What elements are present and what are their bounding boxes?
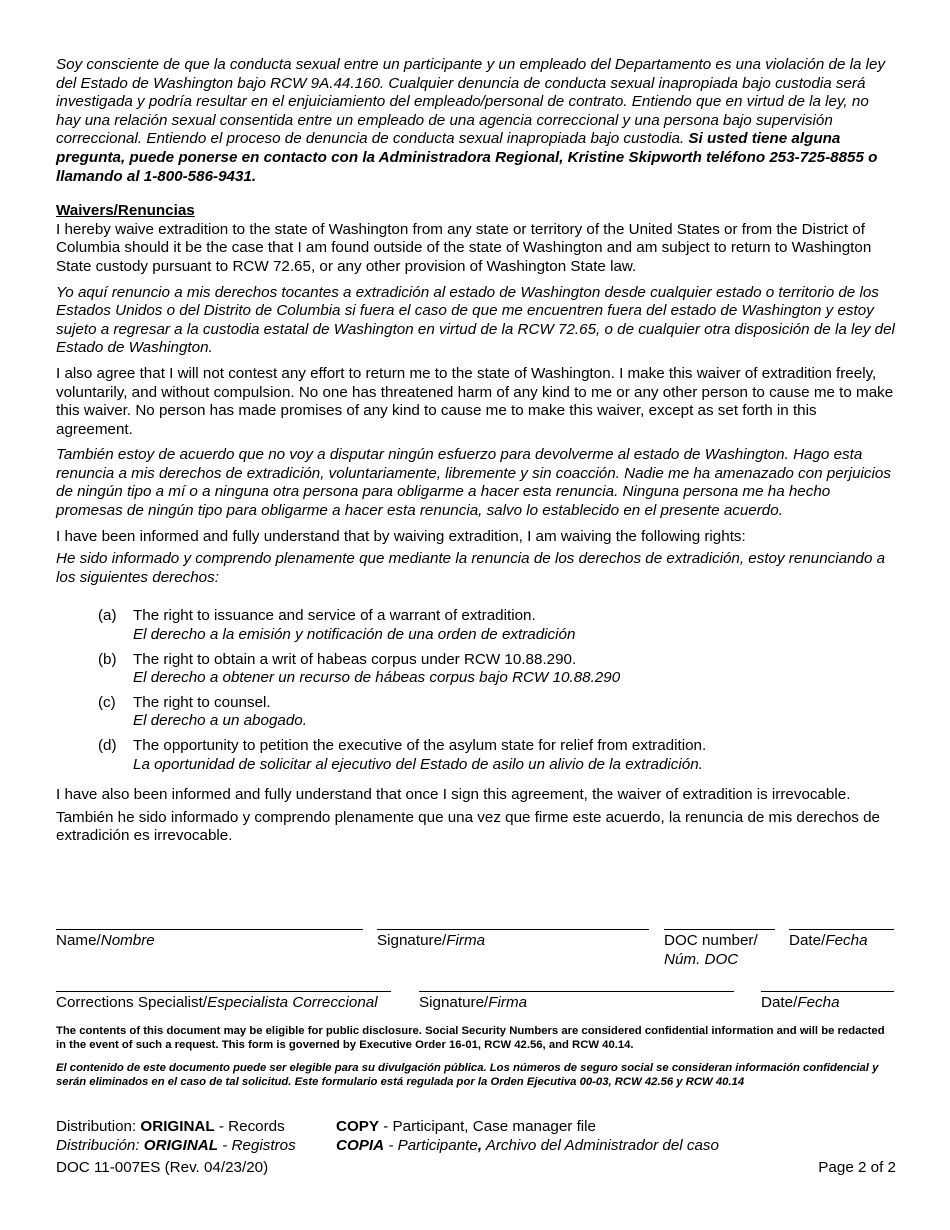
signature-label-es: Firma (446, 932, 486, 949)
page-footer (56, 1159, 896, 1178)
form-id: DOC 11-007ES (Rev. 04/23/20) (56, 1159, 269, 1176)
list-item-en: The right to issuance and service of a warrant of extradition. (133, 607, 536, 625)
copy-en: COPY - Participant, Case manager file (336, 1118, 596, 1135)
document-body (56, 56, 896, 846)
rights-list (98, 607, 896, 774)
date-label-es: Fecha (825, 932, 868, 949)
irrevocable-paragraph-es: También he sido informado y comprendo plenamente que una vez que firme este acuerdo, la renuncia de mis derechos de extradición es irrevocable. (56, 808, 880, 845)
name-label: Name/ (56, 932, 101, 949)
list-item-es: La oportunidad de solicitar al ejecutivo del Estado de asilo un alivio de la extradición. (133, 755, 703, 773)
waiver-paragraph-en-1: I hereby waive extradition to the state of Washington from any state or territory of the United States or from the District of Columbia should it be the case that I am found outside of the state of Washington and am subject to return to Washington State custody pursuant to RCW 72.65, or any other provision of Washington State law. (56, 220, 872, 275)
list-item (98, 737, 896, 774)
list-item (98, 607, 896, 644)
list-item-en: The right to obtain a writ of habeas corpus under RCW 10.88.290. (133, 650, 577, 668)
list-item-es: El derecho a obtener un recurso de hábeas corpus bajo RCW 10.88.290 (133, 669, 621, 687)
specialist-label: Corrections Specialist/ (56, 994, 208, 1011)
disclosure-block (56, 1025, 896, 1089)
corrections-specialist-field[interactable] (56, 991, 391, 1013)
specialist-signature-row (56, 991, 896, 1015)
specialist-label-es: Especialista Correccional (207, 994, 378, 1011)
list-item (98, 651, 896, 688)
waiver-paragraph-es-3: He sido informado y comprendo plenamente que mediante la renuncia de los derechos de extradición, estoy renunciando a los siguientes derechos: (56, 550, 886, 586)
list-item-en: The right to counsel. (133, 693, 271, 711)
waiver-paragraph-es-1: Yo aquí renuncio a mis derechos tocantes a extradición al estado de Washington desde cualquier estado o territorio de los Estados Unidos o del Distrito de Columbia si fuera el caso de que me encuentren fuera del estado de Washington y estoy sujeto a regresar a la custodia estatal de Washington en virtud de la RCW 72.65, o de cualquier otra disposición de la ley del Estado de Washington. (56, 283, 895, 357)
list-item-es: El derecho a la emisión y notificación de una orden de extradición (133, 626, 576, 644)
disclosure-en: The contents of this document may be eligible for public disclosure. Social Security Numbers are considered confidential information and will be redacted in the event of such a request. This form is governed by Executive Order 16-01, RCW 42.56, and RCW 40.14. (56, 1025, 885, 1051)
list-item-label: (b) (98, 650, 117, 668)
participant-date-field[interactable] (789, 929, 894, 951)
distribution-es: Distribución: ORIGINAL - Registros (56, 1137, 296, 1154)
page-number: Page 2 of 2 (818, 1159, 896, 1176)
list-item-es: El derecho a un abogado. (133, 712, 307, 730)
list-item (98, 694, 896, 731)
distribution-en: Distribution: ORIGINAL - Records (56, 1118, 285, 1135)
doc-number-label: DOC number/ (664, 932, 758, 949)
copy-es: COPIA - Participante, Archivo del Administrador del caso (336, 1137, 719, 1154)
signature-label: Signature/ (419, 994, 489, 1011)
date-label: Date/ (789, 932, 826, 949)
waiver-paragraph-es-2: También estoy de acuerdo que no voy a disputar ningún esfuerzo para devolverme al estado de Washington. Hago esta renuncia a mis derechos de extradición, voluntariamente, libremente y sin coacción. Nadie me ha amenazado con perjuicios de ningún tipo a mí o a ninguna otra persona para obligarme a hacer esta renuncia. Ninguna persona me ha hecho promesas de ningún tipo para obligarme a hacer esta renuncia, salvo lo establecido en el presente acuerdo. (56, 446, 891, 520)
date-label-es: Fecha (797, 994, 840, 1011)
list-item-label: (d) (98, 737, 117, 754)
list-item-label: (a) (98, 607, 117, 625)
signature-label: Signature/ (377, 932, 447, 949)
waivers-title: Waivers/Renuncias (56, 202, 195, 220)
list-item-en: The opportunity to petition the executive of the asylum state for relief from extradition. (133, 737, 707, 754)
participant-name-field[interactable] (56, 929, 363, 951)
intro-contact-text: Si usted tiene alguna pregunta, puede ponerse en contacto con la Administradora Regional, Kristine Skipworth teléfono 253-725-8855 o llamando al 1-800-586-9431. (56, 130, 878, 185)
doc-number-label-es: Núm. DOC (664, 950, 739, 968)
participant-signature-field[interactable] (377, 929, 649, 951)
waiver-paragraph-en-3: I have been informed and fully understand that by waiving extradition, I am waiving the following rights: (56, 527, 746, 545)
participant-signature-row (56, 929, 896, 969)
doc-number-field[interactable] (664, 929, 775, 969)
date-label: Date/ (761, 994, 798, 1011)
name-label-es: Nombre (100, 932, 155, 949)
specialist-date-field[interactable] (761, 991, 894, 1013)
intro-paragraph (56, 56, 896, 186)
intro-text: Soy consciente de que la conducta sexual entre un participante y un empleado del Departamento es una violación de la ley del Estado de Washington bajo RCW 9A.44.160. Cualquier denuncia de conducta sexual inapropiada bajo custodia será investigada y podría resultar en el enjuiciamiento del empleado/personal de contrato. Entiendo que en virtud de la ley, no hay una relación sexual consentida entre un empleado de una agencia correccional y una persona bajo supervisión correccional. Entiendo el proceso de denuncia de conducta sexual inapropiada bajo custodia. (56, 56, 886, 148)
signature-label-es: Firma (488, 994, 528, 1011)
distribution-block (56, 1118, 896, 1156)
waiver-paragraph-en-2: I also agree that I will not contest any effort to return me to the state of Washington. I make this waiver of extradition freely, voluntarily, and without compulsion. No one has threatened harm of any kind to me or any other person to cause me to make this waiver. No person has made promises of any kind to cause me to make this waiver, except as set forth in this agreement. (56, 364, 894, 438)
list-item-label: (c) (98, 693, 116, 711)
irrevocable-paragraph-en: I have also been informed and fully understand that once I sign this agreement, the waiver of extradition is irrevocable. (56, 786, 851, 804)
specialist-signature-field[interactable] (419, 991, 734, 1013)
disclosure-es: El contenido de este documento puede ser elegible para su divulgación pública. Los números de seguro social se consideran información confidencial y serán eliminados en el caso de tal solicitud. Este formulario está regulada por la Orden Ejecutiva 00-03, RCW 42.56 y RCW 40.14 (56, 1062, 879, 1088)
